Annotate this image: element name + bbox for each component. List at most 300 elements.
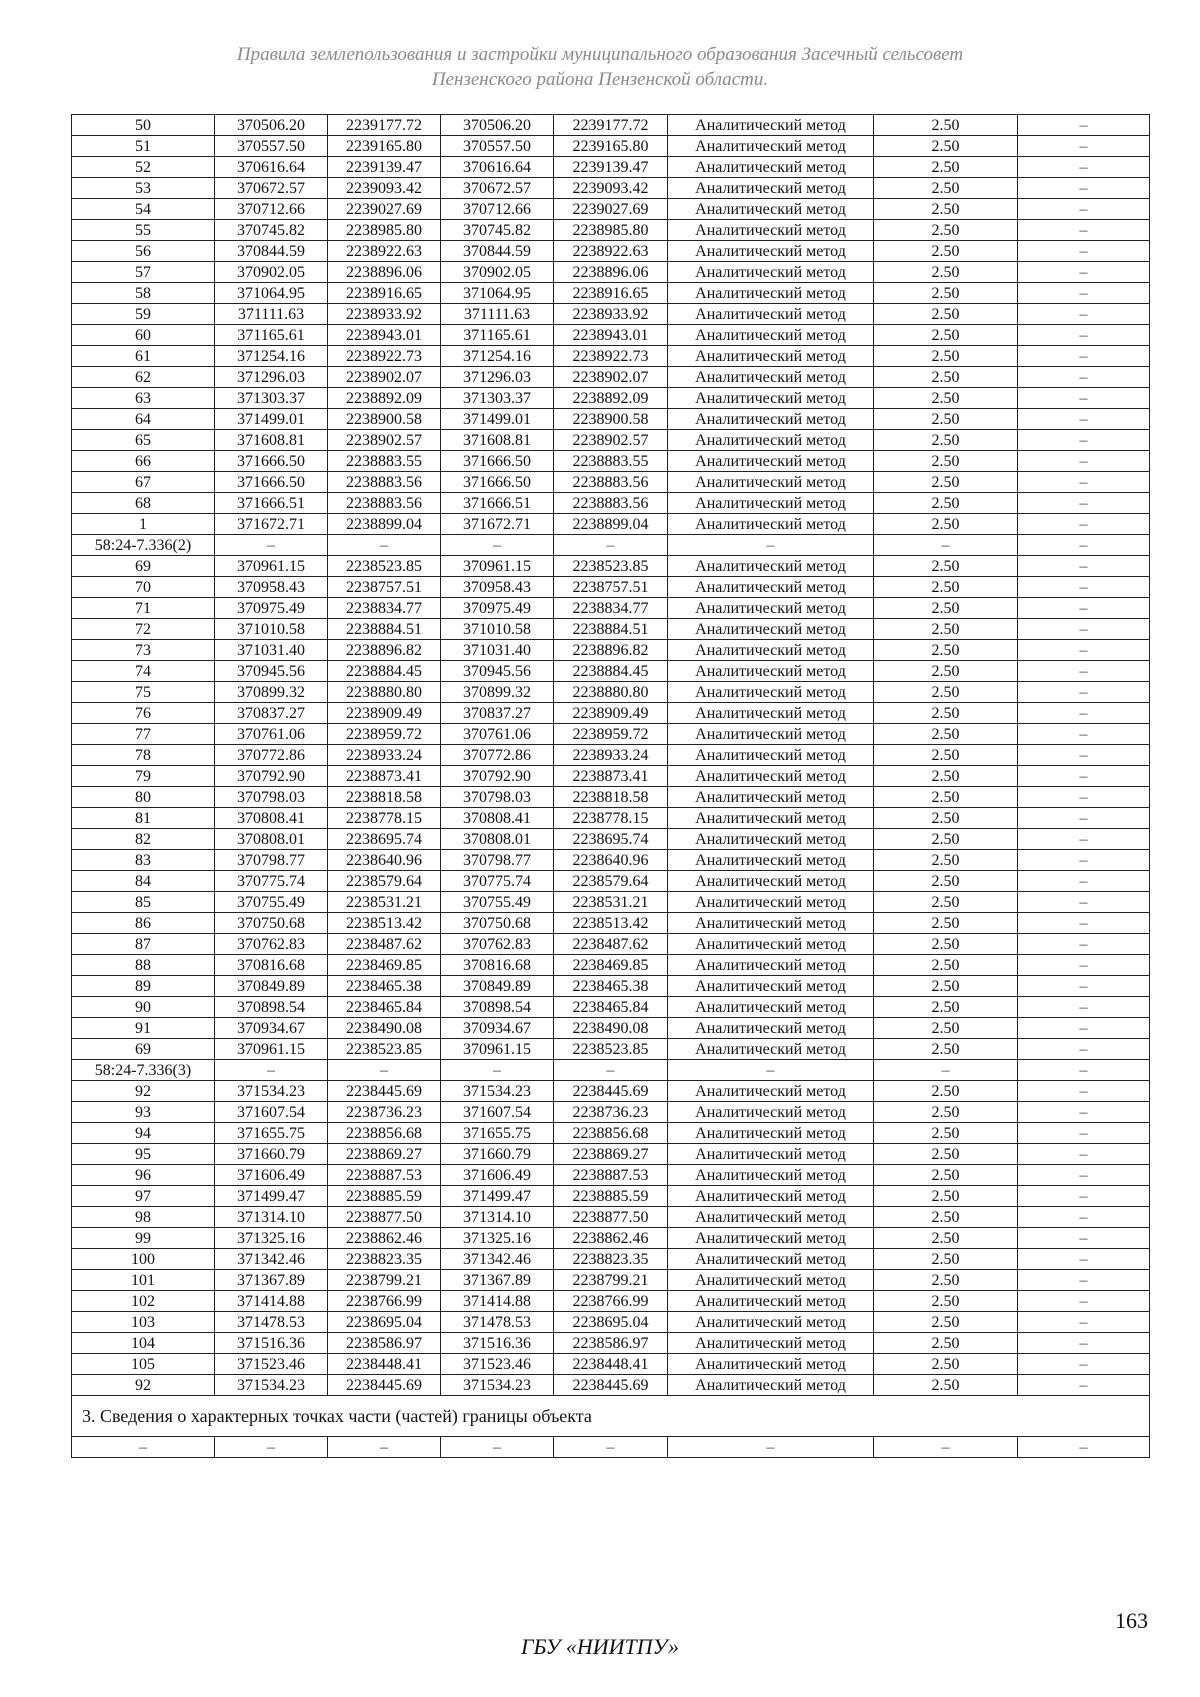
cell-y-coordinate: 2238916.65 xyxy=(328,283,441,304)
table-row xyxy=(72,619,1150,640)
cell-x-coordinate: 370837.27 xyxy=(215,703,328,724)
cell-x-coordinate: 371672.71 xyxy=(215,514,328,535)
cell-point-number: 73 xyxy=(72,640,215,661)
cell-y-coordinate-existing: 2239165.80 xyxy=(554,136,668,157)
cell-x-coordinate-existing: 370899.32 xyxy=(441,682,554,703)
empty-cell: – xyxy=(874,1437,1018,1458)
cell-x-coordinate-existing: 370808.01 xyxy=(441,829,554,850)
cell-x-coordinate: 371607.54 xyxy=(215,1102,328,1123)
cell-y-coordinate-existing: 2238445.69 xyxy=(554,1081,668,1102)
cell-x-coordinate: 370961.15 xyxy=(215,1039,328,1060)
table-row xyxy=(72,1060,1150,1081)
cell-method: Аналитический метод xyxy=(668,1291,874,1312)
cell-note: – xyxy=(1018,220,1150,241)
cell-note: – xyxy=(1018,598,1150,619)
cell-x-coordinate-existing: 371254.16 xyxy=(441,346,554,367)
section-title: 3. Сведения о характерных точках части (частей) границы объекта xyxy=(72,1396,1150,1437)
empty-cell: – xyxy=(215,1437,328,1458)
cell-accuracy: 2.50 xyxy=(874,367,1018,388)
table-row xyxy=(72,367,1150,388)
cell-point-number: 85 xyxy=(72,892,215,913)
cell-note: – xyxy=(1018,115,1150,136)
table-row xyxy=(72,1291,1150,1312)
cell-point-number: 72 xyxy=(72,619,215,640)
cell-y-coordinate: 2238869.27 xyxy=(328,1144,441,1165)
cell-x-coordinate-existing: 370712.66 xyxy=(441,199,554,220)
cell-y-coordinate: 2238579.64 xyxy=(328,871,441,892)
cell-x-coordinate-existing: 370837.27 xyxy=(441,703,554,724)
cell-point-number: 93 xyxy=(72,1102,215,1123)
section-heading-row xyxy=(72,1396,1150,1437)
cell-x-coordinate-existing: 371325.16 xyxy=(441,1228,554,1249)
coordinates-table xyxy=(71,114,1150,1458)
cell-accuracy: 2.50 xyxy=(874,136,1018,157)
cell-point-number: 76 xyxy=(72,703,215,724)
cell-note: – xyxy=(1018,682,1150,703)
cell-x-coordinate-existing: 371516.36 xyxy=(441,1333,554,1354)
cell-point-number: 101 xyxy=(72,1270,215,1291)
cell-note: – xyxy=(1018,430,1150,451)
table-body xyxy=(72,115,1150,1458)
cell-x-coordinate-existing: 370958.43 xyxy=(441,577,554,598)
table-row xyxy=(72,241,1150,262)
cell-x-coordinate: 370712.66 xyxy=(215,199,328,220)
cell-accuracy: 2.50 xyxy=(874,283,1018,304)
table-row xyxy=(72,892,1150,913)
cell-point-number: 69 xyxy=(72,1039,215,1060)
table-row xyxy=(72,640,1150,661)
header-line-2: Пензенского района Пензенской области. xyxy=(431,69,769,90)
cell-y-coordinate-existing: 2238487.62 xyxy=(554,934,668,955)
cell-method: Аналитический метод xyxy=(668,1165,874,1186)
cell-method: Аналитический метод xyxy=(668,934,874,955)
cell-accuracy: 2.50 xyxy=(874,913,1018,934)
cell-y-coordinate-existing: 2238640.96 xyxy=(554,850,668,871)
table-row xyxy=(72,1018,1150,1039)
cell-y-coordinate: 2238640.96 xyxy=(328,850,441,871)
cell-note: – xyxy=(1018,514,1150,535)
cell-x-coordinate: 370961.15 xyxy=(215,556,328,577)
cell-y-coordinate: 2238736.23 xyxy=(328,1102,441,1123)
cell-x-coordinate: 371534.23 xyxy=(215,1081,328,1102)
cell-point-number: 52 xyxy=(72,157,215,178)
cell-point-number: 71 xyxy=(72,598,215,619)
cell-x-coordinate: 371666.51 xyxy=(215,493,328,514)
cell-y-coordinate: 2238900.58 xyxy=(328,409,441,430)
cell-x-coordinate: 370755.49 xyxy=(215,892,328,913)
cell-x-coordinate: 370849.89 xyxy=(215,976,328,997)
cell-y-coordinate-existing: 2238531.21 xyxy=(554,892,668,913)
cell-accuracy: 2.50 xyxy=(874,724,1018,745)
cell-y-coordinate: 2238445.69 xyxy=(328,1081,441,1102)
cell-accuracy: 2.50 xyxy=(874,976,1018,997)
cell-note: – xyxy=(1018,1039,1150,1060)
cell-accuracy: 2.50 xyxy=(874,430,1018,451)
cell-point-number: 104 xyxy=(72,1333,215,1354)
table-row xyxy=(72,682,1150,703)
cell-method: Аналитический метод xyxy=(668,871,874,892)
cell-note: – xyxy=(1018,640,1150,661)
cell-x-coordinate: 371325.16 xyxy=(215,1228,328,1249)
cell-y-coordinate: 2238877.50 xyxy=(328,1207,441,1228)
cell-y-coordinate-existing: – xyxy=(554,1060,668,1081)
cell-note: – xyxy=(1018,1354,1150,1375)
cell-method: Аналитический метод xyxy=(668,997,874,1018)
cell-y-coordinate-existing: 2238877.50 xyxy=(554,1207,668,1228)
cell-note: – xyxy=(1018,703,1150,724)
cell-x-coordinate: 371414.88 xyxy=(215,1291,328,1312)
cell-x-coordinate-existing: 370557.50 xyxy=(441,136,554,157)
cell-y-coordinate: 2238880.80 xyxy=(328,682,441,703)
cell-method: Аналитический метод xyxy=(668,640,874,661)
cell-y-coordinate: 2239177.72 xyxy=(328,115,441,136)
cell-accuracy: 2.50 xyxy=(874,598,1018,619)
cell-y-coordinate-existing: 2239027.69 xyxy=(554,199,668,220)
cell-accuracy: 2.50 xyxy=(874,1333,1018,1354)
cell-y-coordinate: 2238902.07 xyxy=(328,367,441,388)
cell-method: Аналитический метод xyxy=(668,1333,874,1354)
cell-accuracy: 2.50 xyxy=(874,1102,1018,1123)
cell-accuracy: 2.50 xyxy=(874,703,1018,724)
cell-method: Аналитический метод xyxy=(668,1270,874,1291)
cell-x-coordinate-existing: 371499.47 xyxy=(441,1186,554,1207)
cell-note: – xyxy=(1018,1291,1150,1312)
cell-x-coordinate: 371296.03 xyxy=(215,367,328,388)
cell-x-coordinate-existing: 370762.83 xyxy=(441,934,554,955)
cell-accuracy: 2.50 xyxy=(874,346,1018,367)
cell-accuracy: 2.50 xyxy=(874,1207,1018,1228)
table-row xyxy=(72,1039,1150,1060)
cell-method: Аналитический метод xyxy=(668,976,874,997)
cell-note: – xyxy=(1018,745,1150,766)
cell-y-coordinate: 2238523.85 xyxy=(328,556,441,577)
cell-method: Аналитический метод xyxy=(668,1144,874,1165)
cell-y-coordinate: 2238586.97 xyxy=(328,1333,441,1354)
cell-accuracy: 2.50 xyxy=(874,997,1018,1018)
cell-accuracy: 2.50 xyxy=(874,808,1018,829)
cell-x-coordinate: 371367.89 xyxy=(215,1270,328,1291)
cell-y-coordinate: 2238909.49 xyxy=(328,703,441,724)
cell-y-coordinate-existing: 2238959.72 xyxy=(554,724,668,745)
cell-accuracy: – xyxy=(874,535,1018,556)
cell-y-coordinate-existing: 2238862.46 xyxy=(554,1228,668,1249)
cell-accuracy: 2.50 xyxy=(874,472,1018,493)
cell-accuracy: 2.50 xyxy=(874,1375,1018,1396)
cell-y-coordinate-existing: 2238883.55 xyxy=(554,451,668,472)
cell-x-coordinate: 370672.57 xyxy=(215,178,328,199)
table-row xyxy=(72,1228,1150,1249)
cell-point-number: 66 xyxy=(72,451,215,472)
cell-y-coordinate-existing: 2238586.97 xyxy=(554,1333,668,1354)
table-row xyxy=(72,514,1150,535)
cell-x-coordinate: 370792.90 xyxy=(215,766,328,787)
cell-point-number: 1 xyxy=(72,514,215,535)
cell-point-number: 55 xyxy=(72,220,215,241)
cell-y-coordinate-existing: 2238465.84 xyxy=(554,997,668,1018)
cell-point-number: 97 xyxy=(72,1186,215,1207)
table-row xyxy=(72,199,1150,220)
cell-y-coordinate-existing: 2239093.42 xyxy=(554,178,668,199)
cell-point-number: 62 xyxy=(72,367,215,388)
cell-y-coordinate: 2238933.24 xyxy=(328,745,441,766)
empty-cell: – xyxy=(668,1437,874,1458)
table-row xyxy=(72,178,1150,199)
cell-method: Аналитический метод xyxy=(668,724,874,745)
cell-note: – xyxy=(1018,997,1150,1018)
cell-accuracy: 2.50 xyxy=(874,451,1018,472)
cell-accuracy: 2.50 xyxy=(874,682,1018,703)
cell-y-coordinate: 2238766.99 xyxy=(328,1291,441,1312)
cell-note: – xyxy=(1018,409,1150,430)
cell-x-coordinate: 371666.50 xyxy=(215,472,328,493)
table-row xyxy=(72,955,1150,976)
cell-x-coordinate: 371478.53 xyxy=(215,1312,328,1333)
table-row xyxy=(72,976,1150,997)
cell-point-number: 61 xyxy=(72,346,215,367)
cell-x-coordinate-existing: 371478.53 xyxy=(441,1312,554,1333)
cell-y-coordinate-existing: 2238902.07 xyxy=(554,367,668,388)
cell-x-coordinate: 370934.67 xyxy=(215,1018,328,1039)
table-row xyxy=(72,703,1150,724)
cell-accuracy: 2.50 xyxy=(874,1249,1018,1270)
table-row xyxy=(72,430,1150,451)
table-row xyxy=(72,871,1150,892)
cell-method: Аналитический метод xyxy=(668,829,874,850)
table-row xyxy=(72,325,1150,346)
cell-y-coordinate-existing: 2238902.57 xyxy=(554,430,668,451)
cell-x-coordinate-existing: 370772.86 xyxy=(441,745,554,766)
cell-accuracy: 2.50 xyxy=(874,577,1018,598)
cell-y-coordinate-existing: 2238892.09 xyxy=(554,388,668,409)
cell-x-coordinate-existing: 370755.49 xyxy=(441,892,554,913)
cell-x-coordinate: 371111.63 xyxy=(215,304,328,325)
cell-note: – xyxy=(1018,808,1150,829)
cell-y-coordinate: 2238883.55 xyxy=(328,451,441,472)
table-row xyxy=(72,451,1150,472)
cell-y-coordinate: 2238896.06 xyxy=(328,262,441,283)
cell-note: – xyxy=(1018,178,1150,199)
cell-point-number: 95 xyxy=(72,1144,215,1165)
cell-accuracy: 2.50 xyxy=(874,115,1018,136)
cell-y-coordinate: 2238469.85 xyxy=(328,955,441,976)
cell-x-coordinate-existing: 371655.75 xyxy=(441,1123,554,1144)
cell-point-number: 65 xyxy=(72,430,215,451)
cell-note: – xyxy=(1018,1123,1150,1144)
cell-x-coordinate: 370750.68 xyxy=(215,913,328,934)
cell-note: – xyxy=(1018,934,1150,955)
cell-y-coordinate: – xyxy=(328,1060,441,1081)
cell-y-coordinate-existing: 2238736.23 xyxy=(554,1102,668,1123)
cell-point-number: 54 xyxy=(72,199,215,220)
cell-note: – xyxy=(1018,1165,1150,1186)
cell-method: Аналитический метод xyxy=(668,850,874,871)
cell-accuracy: 2.50 xyxy=(874,1165,1018,1186)
cell-method: Аналитический метод xyxy=(668,682,874,703)
cell-method: Аналитический метод xyxy=(668,1312,874,1333)
cell-point-number: 56 xyxy=(72,241,215,262)
cell-x-coordinate-existing: 370945.56 xyxy=(441,661,554,682)
table-row xyxy=(72,409,1150,430)
cell-accuracy: 2.50 xyxy=(874,1144,1018,1165)
cell-y-coordinate-existing: 2238896.82 xyxy=(554,640,668,661)
cell-accuracy: 2.50 xyxy=(874,1123,1018,1144)
cell-y-coordinate-existing: 2238943.01 xyxy=(554,325,668,346)
cell-x-coordinate-existing: 371303.37 xyxy=(441,388,554,409)
cell-point-number: 92 xyxy=(72,1375,215,1396)
cell-point-number: 102 xyxy=(72,1291,215,1312)
cell-point-number: 58:24-7.336(2) xyxy=(72,535,215,556)
cell-note: – xyxy=(1018,976,1150,997)
cell-point-number: 100 xyxy=(72,1249,215,1270)
cell-y-coordinate-existing: 2238873.41 xyxy=(554,766,668,787)
cell-note: – xyxy=(1018,766,1150,787)
cell-x-coordinate-existing: 371666.50 xyxy=(441,472,554,493)
cell-note: – xyxy=(1018,1060,1150,1081)
cell-x-coordinate: 371342.46 xyxy=(215,1249,328,1270)
cell-y-coordinate: 2238884.51 xyxy=(328,619,441,640)
table-row xyxy=(72,1375,1150,1396)
cell-accuracy: 2.50 xyxy=(874,934,1018,955)
cell-note: – xyxy=(1018,1186,1150,1207)
cell-y-coordinate: 2238856.68 xyxy=(328,1123,441,1144)
cell-method: Аналитический метод xyxy=(668,367,874,388)
cell-point-number: 82 xyxy=(72,829,215,850)
cell-y-coordinate: 2238445.69 xyxy=(328,1375,441,1396)
cell-accuracy: 2.50 xyxy=(874,1312,1018,1333)
cell-x-coordinate: 370844.59 xyxy=(215,241,328,262)
cell-y-coordinate-existing: 2238909.49 xyxy=(554,703,668,724)
cell-x-coordinate: 371031.40 xyxy=(215,640,328,661)
cell-y-coordinate: 2238695.74 xyxy=(328,829,441,850)
table-row xyxy=(72,1270,1150,1291)
page-number: 163 xyxy=(1115,1608,1148,1633)
cell-y-coordinate: 2238862.46 xyxy=(328,1228,441,1249)
cell-point-number: 103 xyxy=(72,1312,215,1333)
cell-x-coordinate-existing: 370961.15 xyxy=(441,1039,554,1060)
cell-accuracy: 2.50 xyxy=(874,304,1018,325)
table-row xyxy=(72,1102,1150,1123)
cell-y-coordinate-existing: 2238445.69 xyxy=(554,1375,668,1396)
cell-method: – xyxy=(668,1060,874,1081)
cell-x-coordinate-existing: 370798.77 xyxy=(441,850,554,871)
cell-method: Аналитический метод xyxy=(668,283,874,304)
cell-note: – xyxy=(1018,871,1150,892)
cell-accuracy: 2.50 xyxy=(874,178,1018,199)
table-row xyxy=(72,1123,1150,1144)
cell-point-number: 63 xyxy=(72,388,215,409)
cell-y-coordinate-existing: 2238490.08 xyxy=(554,1018,668,1039)
cell-method: Аналитический метод xyxy=(668,766,874,787)
cell-note: – xyxy=(1018,577,1150,598)
table-row xyxy=(72,535,1150,556)
cell-note: – xyxy=(1018,493,1150,514)
cell-x-coordinate: 371010.58 xyxy=(215,619,328,640)
cell-y-coordinate-existing: 2238883.56 xyxy=(554,493,668,514)
cell-note: – xyxy=(1018,913,1150,934)
cell-accuracy: 2.50 xyxy=(874,241,1018,262)
cell-method: Аналитический метод xyxy=(668,1375,874,1396)
cell-x-coordinate-existing: 371534.23 xyxy=(441,1081,554,1102)
cell-accuracy: 2.50 xyxy=(874,1270,1018,1291)
cell-accuracy: 2.50 xyxy=(874,1354,1018,1375)
cell-x-coordinate-existing: – xyxy=(441,535,554,556)
cell-y-coordinate: 2238985.80 xyxy=(328,220,441,241)
cell-x-coordinate-existing: 370816.68 xyxy=(441,955,554,976)
cell-y-coordinate: 2238887.53 xyxy=(328,1165,441,1186)
table-row xyxy=(72,115,1150,136)
cell-accuracy: 2.50 xyxy=(874,220,1018,241)
cell-method: Аналитический метод xyxy=(668,178,874,199)
cell-accuracy: 2.50 xyxy=(874,556,1018,577)
cell-y-coordinate-existing: 2238885.59 xyxy=(554,1186,668,1207)
cell-method: Аналитический метод xyxy=(668,388,874,409)
cell-y-coordinate: 2239027.69 xyxy=(328,199,441,220)
table-row xyxy=(72,1165,1150,1186)
cell-accuracy: 2.50 xyxy=(874,1228,1018,1249)
cell-point-number: 59 xyxy=(72,304,215,325)
table-row xyxy=(72,766,1150,787)
cell-note: – xyxy=(1018,241,1150,262)
cell-accuracy: 2.50 xyxy=(874,829,1018,850)
cell-x-coordinate: 371523.46 xyxy=(215,1354,328,1375)
cell-point-number: 64 xyxy=(72,409,215,430)
cell-x-coordinate: 370945.56 xyxy=(215,661,328,682)
cell-note: – xyxy=(1018,367,1150,388)
cell-note: – xyxy=(1018,346,1150,367)
cell-note: – xyxy=(1018,262,1150,283)
cell-y-coordinate: 2238922.63 xyxy=(328,241,441,262)
table-row xyxy=(72,745,1150,766)
cell-point-number: 86 xyxy=(72,913,215,934)
cell-x-coordinate: 370557.50 xyxy=(215,136,328,157)
cell-note: – xyxy=(1018,199,1150,220)
cell-x-coordinate-existing: 370775.74 xyxy=(441,871,554,892)
cell-y-coordinate-existing: 2238985.80 xyxy=(554,220,668,241)
cell-accuracy: 2.50 xyxy=(874,640,1018,661)
table-row xyxy=(72,556,1150,577)
empty-row xyxy=(72,1437,1150,1458)
cell-x-coordinate-existing: 371165.61 xyxy=(441,325,554,346)
cell-x-coordinate-existing: 371010.58 xyxy=(441,619,554,640)
table-row xyxy=(72,724,1150,745)
cell-y-coordinate-existing: 2238887.53 xyxy=(554,1165,668,1186)
cell-point-number: 90 xyxy=(72,997,215,1018)
cell-x-coordinate: – xyxy=(215,1060,328,1081)
cell-accuracy: 2.50 xyxy=(874,787,1018,808)
cell-x-coordinate: 371606.49 xyxy=(215,1165,328,1186)
cell-note: – xyxy=(1018,1144,1150,1165)
cell-accuracy: 2.50 xyxy=(874,892,1018,913)
cell-accuracy: 2.50 xyxy=(874,766,1018,787)
cell-point-number: 51 xyxy=(72,136,215,157)
cell-y-coordinate: 2238513.42 xyxy=(328,913,441,934)
cell-x-coordinate-existing: 371296.03 xyxy=(441,367,554,388)
cell-x-coordinate: 370898.54 xyxy=(215,997,328,1018)
table-row xyxy=(72,1186,1150,1207)
table-row xyxy=(72,1354,1150,1375)
cell-accuracy: 2.50 xyxy=(874,955,1018,976)
cell-accuracy: 2.50 xyxy=(874,661,1018,682)
cell-y-coordinate-existing: 2238465.38 xyxy=(554,976,668,997)
cell-accuracy: 2.50 xyxy=(874,1039,1018,1060)
cell-y-coordinate: 2238899.04 xyxy=(328,514,441,535)
cell-y-coordinate-existing: 2238884.51 xyxy=(554,619,668,640)
cell-y-coordinate-existing: – xyxy=(554,535,668,556)
cell-accuracy: 2.50 xyxy=(874,619,1018,640)
cell-x-coordinate-existing: 371672.71 xyxy=(441,514,554,535)
cell-point-number: 99 xyxy=(72,1228,215,1249)
cell-method: Аналитический метод xyxy=(668,808,874,829)
